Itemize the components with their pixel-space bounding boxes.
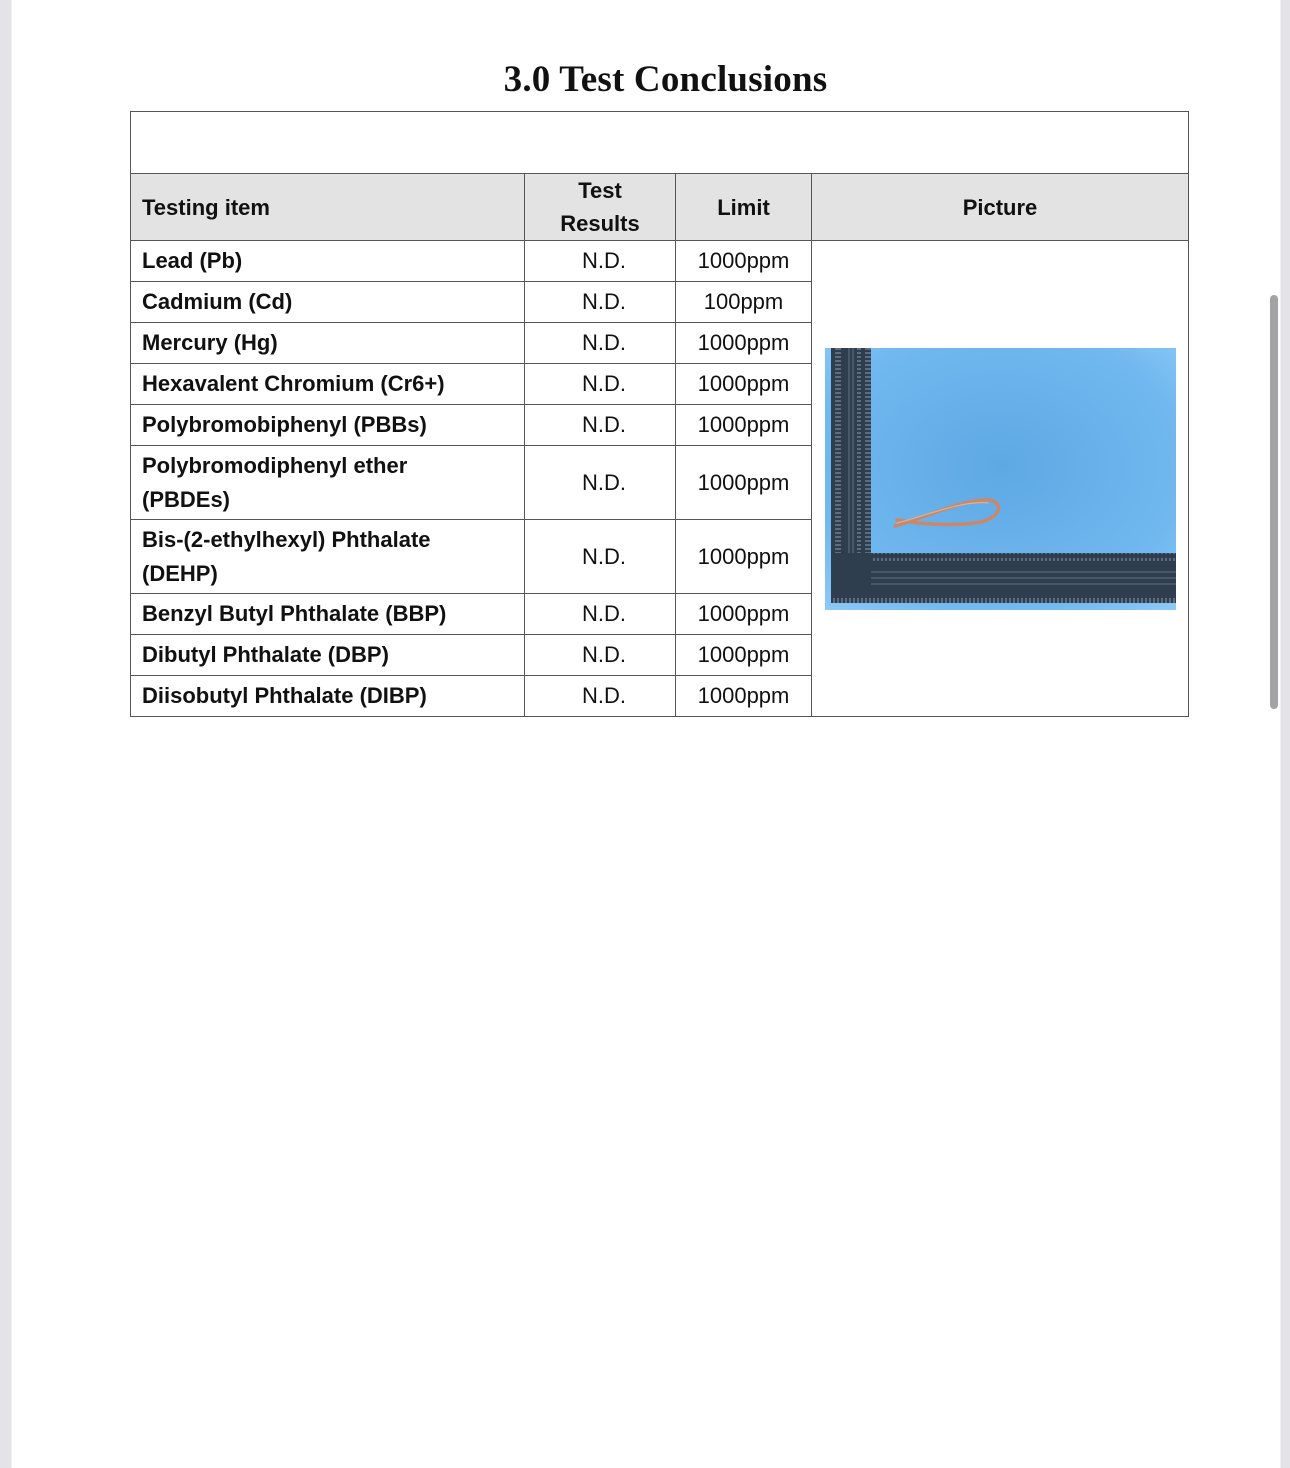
limit-value: 1000ppm (676, 405, 812, 446)
testing-item-line2: (DEHP) (142, 560, 218, 586)
limit-value: 1000ppm (676, 676, 812, 717)
test-result: N.D. (525, 594, 676, 635)
testing-item-line1: Polybromodiphenyl ether (142, 452, 408, 478)
testing-item: Benzyl Butyl Phthalate (BBP) (131, 594, 525, 635)
limit-value: 1000ppm (676, 594, 812, 635)
limit-value: 1000ppm (676, 446, 812, 520)
header-test-results-line2: Results (560, 211, 640, 236)
limit-value: 1000ppm (676, 323, 812, 364)
header-picture: Picture (812, 174, 1189, 241)
table-blank-row (131, 112, 1189, 174)
limit-value: 1000ppm (676, 520, 812, 594)
picture-cell (812, 241, 1189, 717)
testing-item: Mercury (Hg) (131, 323, 525, 364)
header-test-results (525, 174, 676, 241)
document-page (11, 0, 1281, 1468)
testing-item: Cadmium (Cd) (131, 282, 525, 323)
limit-value: 1000ppm (676, 364, 812, 405)
sample-photo (825, 348, 1176, 610)
test-result: N.D. (525, 520, 676, 594)
page-title: 3.0 Test Conclusions (503, 59, 828, 100)
test-result: N.D. (525, 282, 676, 323)
test-result: N.D. (525, 676, 676, 717)
table-header-row (131, 174, 1189, 241)
header-limit: Limit (676, 174, 812, 241)
test-result: N.D. (525, 446, 676, 520)
testing-item (131, 520, 525, 594)
vertical-scrollbar[interactable] (1268, 0, 1280, 1468)
header-test-results-line1: Test (578, 178, 622, 203)
limit-value: 100ppm (676, 282, 812, 323)
test-result: N.D. (525, 635, 676, 676)
scrollbar-thumb[interactable] (1270, 295, 1278, 709)
table-row (131, 241, 1189, 282)
testing-item: Lead (Pb) (131, 241, 525, 282)
limit-value: 1000ppm (676, 635, 812, 676)
testing-item-line1: Bis-(2-ethylhexyl) Phthalate (142, 526, 431, 552)
testing-item: Hexavalent Chromium (Cr6+) (131, 364, 525, 405)
test-result: N.D. (525, 323, 676, 364)
testing-item (131, 446, 525, 520)
ruler-horizontal (831, 553, 1176, 603)
testing-item-line2: (PBDEs) (142, 486, 231, 512)
test-conclusions-table (130, 111, 1189, 717)
test-result: N.D. (525, 241, 676, 282)
test-result: N.D. (525, 405, 676, 446)
header-testing-item: Testing item (131, 174, 525, 241)
testing-item: Polybromobiphenyl (PBBs) (131, 405, 525, 446)
test-result: N.D. (525, 364, 676, 405)
testing-item: Dibutyl Phthalate (DBP) (131, 635, 525, 676)
testing-item: Diisobutyl Phthalate (DIBP) (131, 676, 525, 717)
limit-value: 1000ppm (676, 241, 812, 282)
